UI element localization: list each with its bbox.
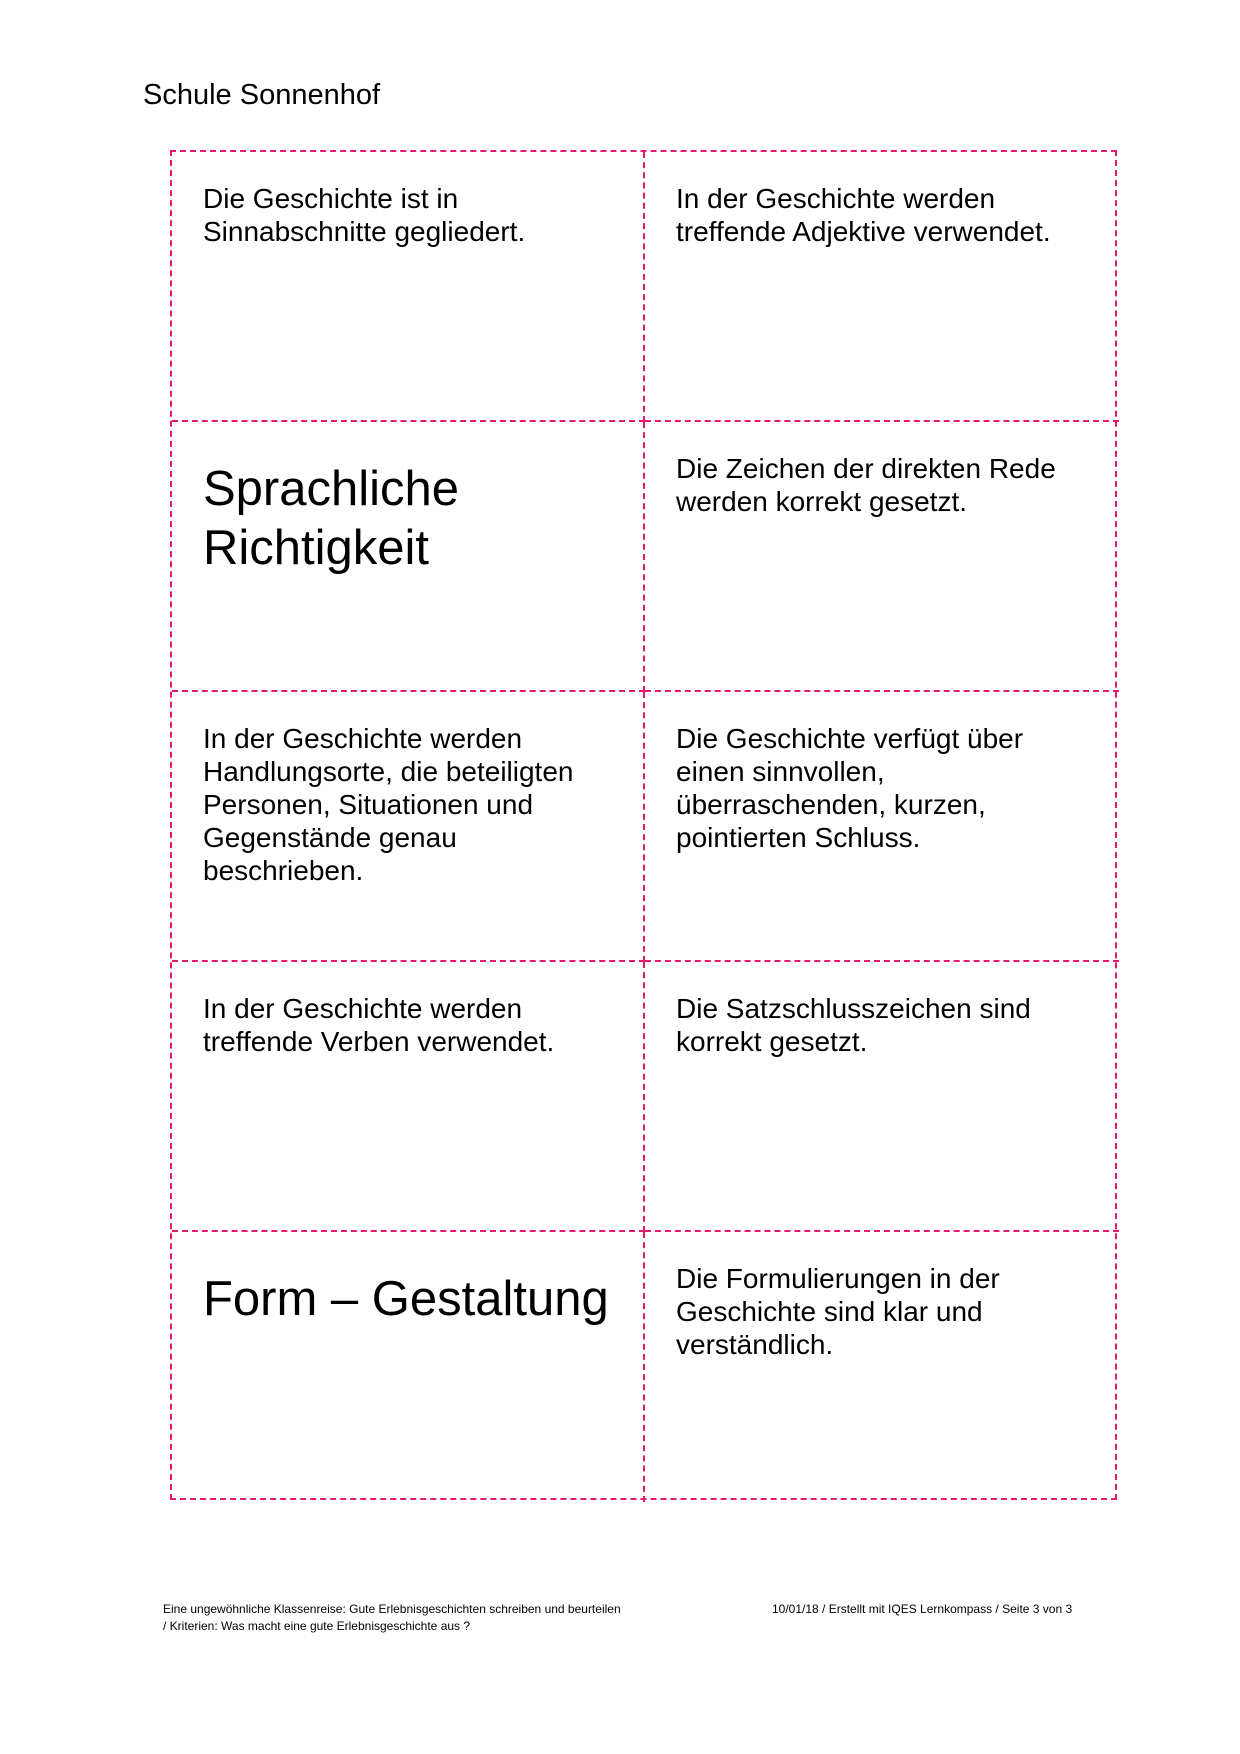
- criteria-card: [645, 422, 1119, 692]
- card-text: In der Geschichte werden treffende Adjektive verwendet.: [676, 183, 1051, 247]
- criteria-card: [172, 962, 645, 1232]
- school-name: Schule Sonnenhof: [143, 79, 381, 111]
- criteria-card: [645, 962, 1119, 1232]
- footer-title: Eine ungewöhnliche Klassenreise: Gute Erlebnisgeschichten schreiben und beurteilen / Kriterien: Was macht eine gute Erlebnisgeschichte aus ?: [163, 1602, 621, 1633]
- card-text: In der Geschichte werden treffende Verben verwendet.: [203, 993, 555, 1057]
- criteria-card: [172, 152, 645, 422]
- criteria-card: [645, 1232, 1119, 1502]
- card-text: Die Geschichte verfügt über einen sinnvollen, überraschenden, kurzen, pointierten Schluss.: [676, 723, 1024, 853]
- category-card: [172, 422, 645, 692]
- criteria-card-grid: [170, 150, 1117, 1500]
- footer-page-info: 10/01/18 / Erstellt mit IQES Lernkompass / Seite 3 von 3: [772, 1602, 1073, 1616]
- criteria-card: [645, 692, 1119, 962]
- card-text: Die Zeichen der direkten Rede werden korrekt gesetzt.: [676, 453, 1056, 517]
- card-text: In der Geschichte werden Handlungsorte, die beteiligten Personen, Situationen und Gegenstände genau beschrieben.: [203, 723, 574, 886]
- category-heading: Form – Gestaltung: [203, 1272, 609, 1326]
- card-text: Die Geschichte ist in Sinnabschnitte gegliedert.: [203, 183, 526, 247]
- card-text: Die Satzschlusszeichen sind korrekt gesetzt.: [676, 993, 1031, 1057]
- criteria-card: [645, 152, 1119, 422]
- category-card: [172, 1232, 645, 1502]
- card-text: Die Formulierungen in der Geschichte sind klar und verständlich.: [676, 1263, 1000, 1360]
- criteria-card: [172, 692, 645, 962]
- category-heading: Sprachliche Richtigkeit: [203, 462, 460, 575]
